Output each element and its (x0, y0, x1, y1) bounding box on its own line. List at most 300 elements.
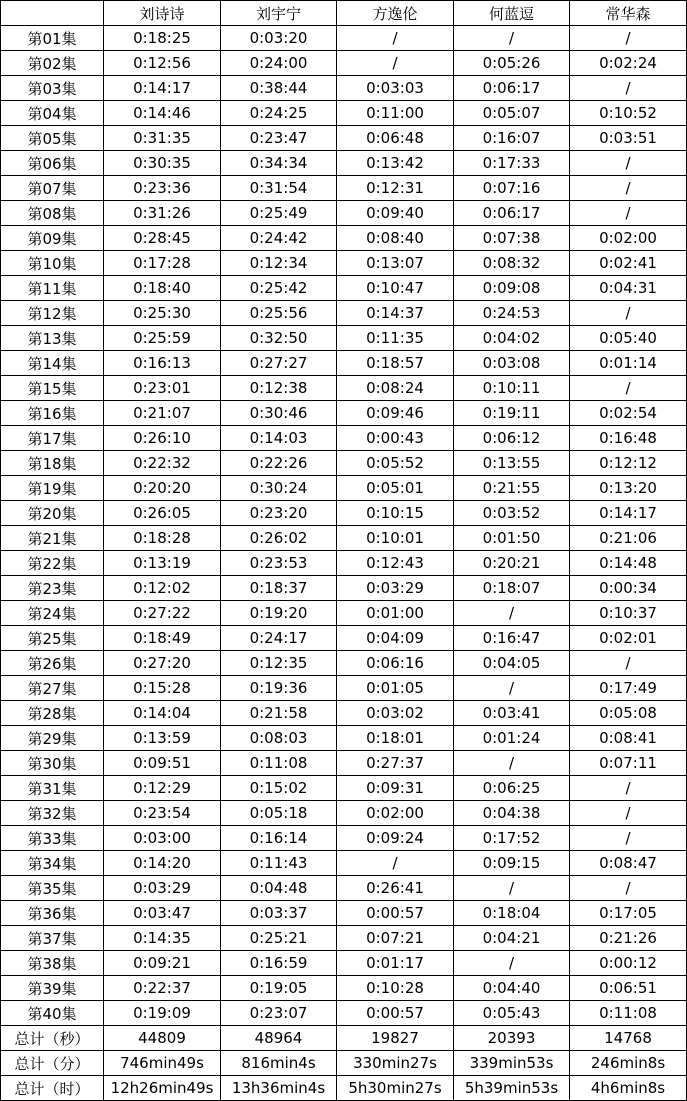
table-cell: 0:03:51 (570, 126, 687, 151)
row-label: 第33集 (1, 826, 104, 851)
table-cell: 0:23:20 (221, 501, 337, 526)
table-cell: 0:12:34 (221, 251, 337, 276)
table-cell: 0:07:38 (454, 226, 570, 251)
table-cell: / (454, 751, 570, 776)
table-cell: / (570, 176, 687, 201)
table-cell: 0:14:17 (570, 501, 687, 526)
header-row (1, 1, 687, 26)
row-label: 总计（时） (1, 1076, 104, 1101)
table-cell: 0:00:57 (337, 901, 454, 926)
row-label: 第17集 (1, 426, 104, 451)
table-cell: 0:11:08 (221, 751, 337, 776)
table-cell: 0:30:46 (221, 401, 337, 426)
table-cell: 0:16:47 (454, 626, 570, 651)
row-label: 总计（秒） (1, 1026, 104, 1051)
row-label: 第22集 (1, 551, 104, 576)
table-cell: / (570, 26, 687, 51)
table-cell: 0:16:14 (221, 826, 337, 851)
table-cell: 0:23:36 (104, 176, 221, 201)
table-cell: 0:08:47 (570, 851, 687, 876)
row-label: 第03集 (1, 76, 104, 101)
table-cell: 0:25:42 (221, 276, 337, 301)
table-cell: 0:17:28 (104, 251, 221, 276)
table-cell: 44809 (104, 1026, 221, 1051)
table-cell: 0:14:35 (104, 926, 221, 951)
table-row (1, 451, 687, 476)
table-cell: 0:11:08 (570, 1001, 687, 1026)
row-label: 第12集 (1, 301, 104, 326)
table-cell: 0:18:01 (337, 726, 454, 751)
row-label: 第39集 (1, 976, 104, 1001)
table-cell: 0:03:20 (221, 26, 337, 51)
table-row (1, 826, 687, 851)
table-cell: 0:03:37 (221, 901, 337, 926)
table-cell: 0:04:09 (337, 626, 454, 651)
table-row (1, 126, 687, 151)
table-row (1, 876, 687, 901)
table-cell: 0:17:33 (454, 151, 570, 176)
table-cell: 0:15:28 (104, 676, 221, 701)
table-cell: 0:14:20 (104, 851, 221, 876)
table-cell: 0:08:32 (454, 251, 570, 276)
row-label: 第20集 (1, 501, 104, 526)
table-cell: 0:10:11 (454, 376, 570, 401)
row-label: 第15集 (1, 376, 104, 401)
table-cell: 0:12:29 (104, 776, 221, 801)
table-row (1, 351, 687, 376)
table-cell: 0:31:54 (221, 176, 337, 201)
table-row (1, 776, 687, 801)
table-cell: 0:03:52 (454, 501, 570, 526)
table-cell: 0:12:35 (221, 651, 337, 676)
table-cell: 0:21:55 (454, 476, 570, 501)
table-row (1, 901, 687, 926)
table-cell: 0:18:37 (221, 576, 337, 601)
table-cell: 0:12:56 (104, 51, 221, 76)
table-cell: 0:19:20 (221, 601, 337, 626)
table-cell: 12h26min49s (104, 1076, 221, 1101)
table-cell: 0:25:56 (221, 301, 337, 326)
table-cell: 0:27:37 (337, 751, 454, 776)
table-row (1, 676, 687, 701)
table-cell: 5h39min53s (454, 1076, 570, 1101)
table-cell: 0:02:41 (570, 251, 687, 276)
table-row (1, 1026, 687, 1051)
table-cell: / (454, 676, 570, 701)
table-cell: / (337, 51, 454, 76)
table-row (1, 301, 687, 326)
row-label: 第07集 (1, 176, 104, 201)
table-cell: 14768 (570, 1026, 687, 1051)
table-cell: 0:13:55 (454, 451, 570, 476)
table-cell: 339min53s (454, 1051, 570, 1076)
table-cell: / (570, 826, 687, 851)
table-cell: 0:07:21 (337, 926, 454, 951)
table-cell: 4h6min8s (570, 1076, 687, 1101)
table-cell: 0:22:37 (104, 976, 221, 1001)
table-cell: 0:03:41 (454, 701, 570, 726)
table-cell: 0:09:21 (104, 951, 221, 976)
table-row (1, 926, 687, 951)
table-cell: 0:05:26 (454, 51, 570, 76)
table-cell: 0:13:20 (570, 476, 687, 501)
row-label: 第11集 (1, 276, 104, 301)
table-cell: / (570, 651, 687, 676)
table-cell: 0:23:01 (104, 376, 221, 401)
table-row (1, 51, 687, 76)
table-cell: 0:10:47 (337, 276, 454, 301)
table-cell: 0:10:15 (337, 501, 454, 526)
table-row (1, 626, 687, 651)
table-cell: 0:10:52 (570, 101, 687, 126)
row-label: 第32集 (1, 801, 104, 826)
table-cell: 5h30min27s (337, 1076, 454, 1101)
table-cell: 0:22:26 (221, 451, 337, 476)
table-cell: 0:17:52 (454, 826, 570, 851)
table-cell: / (570, 76, 687, 101)
table-cell: 0:27:22 (104, 601, 221, 626)
table-cell: 0:15:02 (221, 776, 337, 801)
row-label: 第05集 (1, 126, 104, 151)
table-cell: 0:09:08 (454, 276, 570, 301)
row-label: 第14集 (1, 351, 104, 376)
table-cell: 0:08:03 (221, 726, 337, 751)
table-cell: / (454, 26, 570, 51)
column-header: 刘宇宁 (221, 1, 337, 26)
table-cell: 0:14:46 (104, 101, 221, 126)
table-cell: 0:02:01 (570, 626, 687, 651)
table-cell: 0:24:00 (221, 51, 337, 76)
table-cell: 330min27s (337, 1051, 454, 1076)
table-body (1, 26, 687, 1101)
column-header: 何蓝逗 (454, 1, 570, 26)
column-header: 方逸伦 (337, 1, 454, 26)
table-row (1, 1076, 687, 1101)
row-label: 第24集 (1, 601, 104, 626)
table-cell: 0:13:59 (104, 726, 221, 751)
table-cell: 0:04:31 (570, 276, 687, 301)
table-cell: 0:13:42 (337, 151, 454, 176)
table-row (1, 1001, 687, 1026)
row-label: 第09集 (1, 226, 104, 251)
row-label: 第34集 (1, 851, 104, 876)
table-row (1, 851, 687, 876)
table-cell: / (570, 376, 687, 401)
table-row (1, 701, 687, 726)
row-label: 第26集 (1, 651, 104, 676)
table-cell: 0:05:40 (570, 326, 687, 351)
table-cell: 48964 (221, 1026, 337, 1051)
table-cell: / (337, 26, 454, 51)
table-cell: / (337, 851, 454, 876)
table-cell: 0:09:40 (337, 201, 454, 226)
table-row (1, 26, 687, 51)
table-cell: 0:21:26 (570, 926, 687, 951)
table-cell: 0:08:40 (337, 226, 454, 251)
table-cell: 0:25:21 (221, 926, 337, 951)
table-cell: 0:24:17 (221, 626, 337, 651)
table-cell: / (570, 201, 687, 226)
table-cell: 0:13:07 (337, 251, 454, 276)
table-cell: / (570, 801, 687, 826)
table-cell: 0:23:47 (221, 126, 337, 151)
table-cell: 0:06:17 (454, 76, 570, 101)
table-cell: 0:08:24 (337, 376, 454, 401)
table-cell: 0:20:20 (104, 476, 221, 501)
table-cell: 0:14:17 (104, 76, 221, 101)
table-cell: 0:01:50 (454, 526, 570, 551)
corner-cell (1, 1, 104, 26)
table-cell: / (454, 951, 570, 976)
table-cell: 0:02:00 (570, 226, 687, 251)
table-cell: 0:12:12 (570, 451, 687, 476)
row-label: 第10集 (1, 251, 104, 276)
table-row (1, 226, 687, 251)
row-label: 第13集 (1, 326, 104, 351)
row-label: 第01集 (1, 26, 104, 51)
table-row (1, 976, 687, 1001)
table-cell: 0:14:03 (221, 426, 337, 451)
table-cell: 0:12:38 (221, 376, 337, 401)
table-cell: 0:09:15 (454, 851, 570, 876)
table-cell: 0:16:48 (570, 426, 687, 451)
table-cell: 0:32:50 (221, 326, 337, 351)
table-cell: 0:06:16 (337, 651, 454, 676)
table-row (1, 476, 687, 501)
table-cell: 0:02:54 (570, 401, 687, 426)
table-cell: 0:16:13 (104, 351, 221, 376)
row-label: 第25集 (1, 626, 104, 651)
table-cell: 0:27:20 (104, 651, 221, 676)
column-header: 常华森 (570, 1, 687, 26)
table-cell: 0:25:59 (104, 326, 221, 351)
table-cell: 0:14:04 (104, 701, 221, 726)
table-cell: 0:12:31 (337, 176, 454, 201)
table-cell: 0:03:03 (337, 76, 454, 101)
table-row (1, 651, 687, 676)
row-label: 总计（分） (1, 1051, 104, 1076)
table-cell: 0:00:12 (570, 951, 687, 976)
table-cell: / (454, 601, 570, 626)
table-cell: 0:03:29 (337, 576, 454, 601)
table-row (1, 76, 687, 101)
table-cell: 0:23:53 (221, 551, 337, 576)
table-cell: 0:26:05 (104, 501, 221, 526)
table-cell: 0:18:49 (104, 626, 221, 651)
table-cell: 0:04:21 (454, 926, 570, 951)
row-label: 第04集 (1, 101, 104, 126)
table-cell: 0:03:00 (104, 826, 221, 851)
table-cell: 0:16:07 (454, 126, 570, 151)
table-cell: 0:26:02 (221, 526, 337, 551)
row-label: 第31集 (1, 776, 104, 801)
table-cell: 0:38:44 (221, 76, 337, 101)
table-row (1, 551, 687, 576)
table-cell: 0:09:24 (337, 826, 454, 851)
table-cell: 0:21:58 (221, 701, 337, 726)
table-cell: 0:02:00 (337, 801, 454, 826)
table-cell: 0:00:34 (570, 576, 687, 601)
table-row (1, 426, 687, 451)
table-row (1, 951, 687, 976)
table-cell: 0:27:27 (221, 351, 337, 376)
table-cell: 0:10:01 (337, 526, 454, 551)
table-cell: 0:18:04 (454, 901, 570, 926)
table-cell: 0:19:05 (221, 976, 337, 1001)
table-cell: 246min8s (570, 1051, 687, 1076)
table-cell: 19827 (337, 1026, 454, 1051)
table-cell: 0:19:11 (454, 401, 570, 426)
table-cell: 0:18:40 (104, 276, 221, 301)
table-cell: 0:05:18 (221, 801, 337, 826)
table-cell: 0:05:01 (337, 476, 454, 501)
row-label: 第02集 (1, 51, 104, 76)
table-cell: 746min49s (104, 1051, 221, 1076)
row-label: 第29集 (1, 726, 104, 751)
table-row (1, 526, 687, 551)
table-cell: 0:19:36 (221, 676, 337, 701)
table-cell: 0:03:29 (104, 876, 221, 901)
table-cell: 0:34:34 (221, 151, 337, 176)
row-label: 第08集 (1, 201, 104, 226)
table-cell: 0:03:02 (337, 701, 454, 726)
table-cell: 0:26:10 (104, 426, 221, 451)
table-cell: 0:17:05 (570, 901, 687, 926)
table-cell: 0:10:28 (337, 976, 454, 1001)
table-row (1, 176, 687, 201)
row-label: 第37集 (1, 926, 104, 951)
table-cell: / (570, 301, 687, 326)
row-label: 第35集 (1, 876, 104, 901)
row-label: 第16集 (1, 401, 104, 426)
table-cell: 0:14:37 (337, 301, 454, 326)
table-cell: 0:09:46 (337, 401, 454, 426)
table-cell: 0:11:35 (337, 326, 454, 351)
table-cell: 0:21:07 (104, 401, 221, 426)
table-cell: 0:05:52 (337, 451, 454, 476)
table-row (1, 101, 687, 126)
table-cell: 0:10:37 (570, 601, 687, 626)
table-row (1, 726, 687, 751)
table-cell: 0:22:32 (104, 451, 221, 476)
row-label: 第19集 (1, 476, 104, 501)
row-label: 第28集 (1, 701, 104, 726)
table-cell: 0:13:19 (104, 551, 221, 576)
table-cell: 20393 (454, 1026, 570, 1051)
table-cell: 0:05:43 (454, 1001, 570, 1026)
table-cell: 0:06:17 (454, 201, 570, 226)
table-cell: 0:25:49 (221, 201, 337, 226)
table-row (1, 801, 687, 826)
table-cell: 0:07:11 (570, 751, 687, 776)
table-cell: 0:06:12 (454, 426, 570, 451)
table-cell: 0:18:57 (337, 351, 454, 376)
column-header: 刘诗诗 (104, 1, 221, 26)
table-cell: 816min4s (221, 1051, 337, 1076)
row-label: 第36集 (1, 901, 104, 926)
table-cell: 0:31:26 (104, 201, 221, 226)
table-cell: 0:01:14 (570, 351, 687, 376)
table-row (1, 751, 687, 776)
table-row (1, 201, 687, 226)
table-cell: 0:11:00 (337, 101, 454, 126)
table-cell: 0:11:43 (221, 851, 337, 876)
table-cell: 0:04:48 (221, 876, 337, 901)
table-cell: 0:05:08 (570, 701, 687, 726)
table-cell: 0:18:25 (104, 26, 221, 51)
table-cell: 0:30:35 (104, 151, 221, 176)
table-row (1, 576, 687, 601)
table-row (1, 601, 687, 626)
row-label: 第06集 (1, 151, 104, 176)
table-cell: 0:24:53 (454, 301, 570, 326)
table-cell: 0:05:07 (454, 101, 570, 126)
table-cell: 0:21:06 (570, 526, 687, 551)
table-cell: 0:18:28 (104, 526, 221, 551)
row-label: 第23集 (1, 576, 104, 601)
table-row (1, 401, 687, 426)
table-cell: 0:04:05 (454, 651, 570, 676)
table-cell: 13h36min4s (221, 1076, 337, 1101)
row-label: 第38集 (1, 951, 104, 976)
table-cell: 0:03:47 (104, 901, 221, 926)
table-cell: 0:24:25 (221, 101, 337, 126)
table-cell: 0:00:43 (337, 426, 454, 451)
table-row (1, 376, 687, 401)
table-cell: / (570, 876, 687, 901)
row-label: 第30集 (1, 751, 104, 776)
table-cell: 0:12:43 (337, 551, 454, 576)
table-cell: 0:14:48 (570, 551, 687, 576)
table-cell: 0:03:08 (454, 351, 570, 376)
table-cell: 0:31:35 (104, 126, 221, 151)
table-row (1, 326, 687, 351)
table-cell: 0:20:21 (454, 551, 570, 576)
table-cell: 0:25:30 (104, 301, 221, 326)
table-row (1, 276, 687, 301)
table-cell: 0:24:42 (221, 226, 337, 251)
table-cell: 0:09:51 (104, 751, 221, 776)
table-cell: 0:01:24 (454, 726, 570, 751)
table-cell: 0:12:02 (104, 576, 221, 601)
row-label: 第40集 (1, 1001, 104, 1026)
table-cell: 0:18:07 (454, 576, 570, 601)
table-cell: 0:06:48 (337, 126, 454, 151)
table-row (1, 501, 687, 526)
table-cell: 0:30:24 (221, 476, 337, 501)
table-cell: / (570, 151, 687, 176)
table-cell: 0:09:31 (337, 776, 454, 801)
table-cell: 0:04:38 (454, 801, 570, 826)
table-cell: 0:23:54 (104, 801, 221, 826)
row-label: 第21集 (1, 526, 104, 551)
table-cell: 0:28:45 (104, 226, 221, 251)
table-cell: 0:02:24 (570, 51, 687, 76)
table-row (1, 251, 687, 276)
table-cell: 0:08:41 (570, 726, 687, 751)
table-cell: 0:04:40 (454, 976, 570, 1001)
table-cell: 0:23:07 (221, 1001, 337, 1026)
table-cell: 0:01:00 (337, 601, 454, 626)
table-cell: 0:06:51 (570, 976, 687, 1001)
table-cell: 0:04:02 (454, 326, 570, 351)
row-label: 第18集 (1, 451, 104, 476)
table-cell: 0:01:17 (337, 951, 454, 976)
table-cell: 0:06:25 (454, 776, 570, 801)
table-cell: 0:07:16 (454, 176, 570, 201)
table-row (1, 1051, 687, 1076)
row-label: 第27集 (1, 676, 104, 701)
